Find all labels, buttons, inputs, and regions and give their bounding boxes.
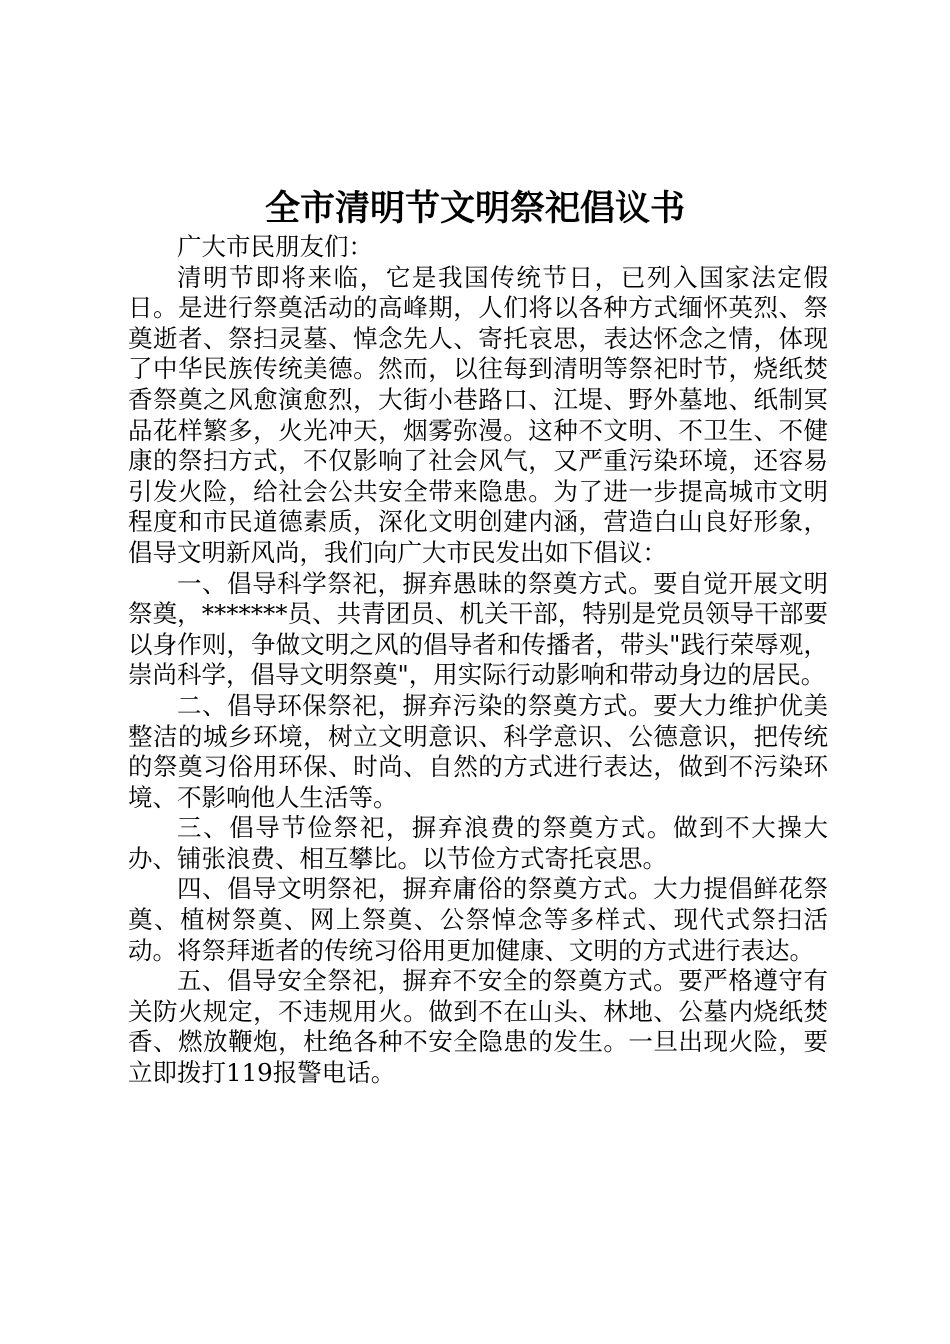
salutation: 广大市民朋友们：	[177, 232, 373, 261]
paragraph-item-5: 五、倡导安全祭祀，摒弃不安全的祭奠方式。要严格遵守有关防火规定，不违规用火。做到不在山头、林地、公墓内烧纸焚香、燃放鞭炮，杜绝各种不安全隐患的发生。一旦出现火险，要立即拨打119报警电话。	[128, 966, 828, 1088]
document-body	[128, 232, 828, 1089]
document-title: 全市清明节文明祭祀倡议书	[264, 189, 685, 229]
paragraph-item-3: 三、倡导节俭祭祀，摒弃浪费的祭奠方式。做到不大操大办、铺张浪费、相互攀比。以节俭方式寄托哀思。	[128, 813, 828, 873]
paragraph-item-2: 二、倡导环保祭祀，摒弃污染的祭奠方式。要大力维护优美整洁的城乡环境，树立文明意识、科学意识、公德意识，把传统的祭奠习俗用环保、时尚、自然的方式进行表达，做到不污染环境、不影响他人生活等。	[128, 690, 828, 812]
paragraph-item-4: 四、倡导文明祭祀，摒弃庸俗的祭奠方式。大力提倡鲜花祭奠、植树祭奠、网上祭奠、公祭悼念等多样式、现代式祭扫活动。将祭拜逝者的传统习俗用更加健康、文明的方式进行表达。	[128, 874, 828, 965]
paragraph-intro: 清明节即将来临，它是我国传统节日，已列入国家法定假日。是进行祭奠活动的高峰期，人们将以各种方式缅怀英烈、祭奠逝者、祭扫灵墓、悼念先人、寄托哀思，表达怀念之情，体现了中华民族传统美德。然而，以往每到清明等祭祀时节，烧纸焚香祭奠之风愈演愈烈，大街小巷路口、江堤、野外墓地、纸制冥品花样繁多，火光冲天，烟雾弥漫。这种不文明、不卫生、不健康的祭扫方式，不仅影响了社会风气，又严重污染环境，还容易引发火险，给社会公共安全带来隐患。为了进一步提高城市文明程度和市民道德素质，深化文明创建内涵，营造白山良好形象，倡导文明新风尚，我们向广大市民发出如下倡议：	[128, 262, 828, 567]
paragraph-item-1: 一、倡导科学祭祀，摒弃愚昧的祭奠方式。要自觉开展文明祭奠，*******员、共青团员、机关干部，特别是党员领导干部要以身作则，争做文明之风的倡导者和传播者，带头"践行荣辱观，崇尚科学，倡导文明祭奠"，用实际行动影响和带动身边的居民。	[128, 568, 828, 690]
